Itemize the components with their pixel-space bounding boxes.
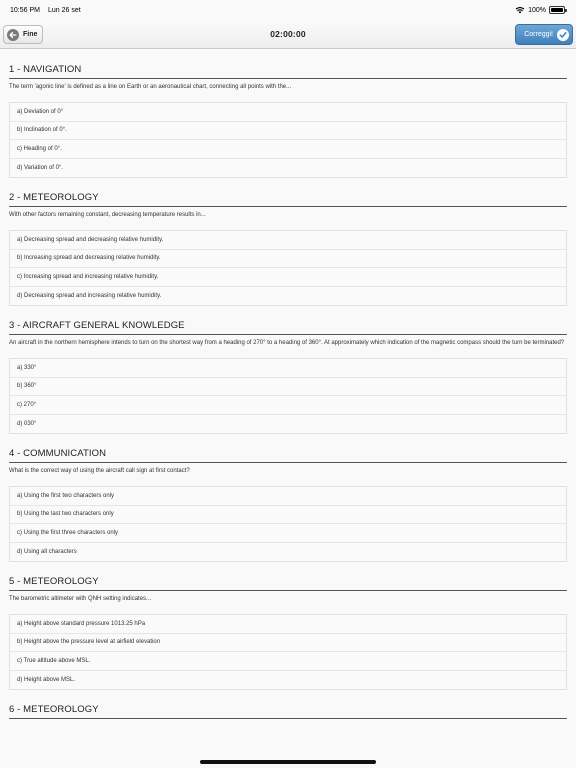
answer-option[interactable]: c) 270° (10, 396, 566, 415)
status-date: Lun 26 set (47, 6, 81, 14)
answer-option[interactable]: c) Using the first three characters only (10, 524, 566, 543)
battery-percent: 100% (528, 6, 546, 14)
question-text: The barometric altimeter with QNH setting indicates... (9, 596, 152, 602)
question-text: The term 'agonic line' is defined as a line on Earth or an aeronautical chart, connecting all points with the... (9, 84, 292, 90)
answer-option[interactable]: d) Height above MSL. (17, 676, 76, 683)
answer-option[interactable]: d) 030° (17, 420, 37, 427)
question-title: 1 - NAVIGATION (9, 64, 567, 79)
answer-list (9, 102, 567, 178)
home-indicator[interactable] (200, 760, 376, 764)
question-text: With other factors remaining constant, decreasing temperature results in... (9, 212, 206, 218)
answer-option[interactable]: b) 360° (10, 378, 566, 397)
answer-option[interactable]: d) Decreasing spread and increasing relative humidity. (17, 292, 162, 299)
answer-option[interactable]: b) Inclination of 0°. (10, 122, 566, 141)
status-time: 10:56 PM (10, 6, 40, 14)
answer-option[interactable]: c) True altitude above MSL. (10, 652, 566, 671)
question-title: 4 - COMMUNICATION (9, 448, 567, 463)
question-block (9, 64, 567, 178)
question-block (9, 576, 567, 690)
correggi-button[interactable] (515, 24, 573, 45)
answer-option[interactable]: b) Increasing spread and decreasing relative humidity. (10, 250, 566, 269)
question-title: 6 - METEOROLOGY (9, 704, 567, 719)
answer-option[interactable]: b) Height above the pressure level at airfield elevation (10, 634, 566, 653)
answer-option[interactable]: d) Variation of 0°. (17, 164, 63, 171)
wifi-icon (515, 6, 525, 14)
question-block (9, 320, 567, 434)
answer-option[interactable]: a) Decreasing spread and decreasing relative humidity. (10, 231, 566, 250)
question-block (9, 448, 567, 562)
answer-option[interactable]: d) Using all characters (17, 548, 77, 555)
fine-button-label: Fine (23, 31, 38, 38)
exam-timer: 02:00:00 (270, 29, 306, 39)
quiz-content (0, 50, 576, 768)
question-text: What is the correct way of using the aircraft call sign at first contact? (9, 468, 190, 474)
correggi-button-label: Correggi! (524, 31, 553, 38)
answer-list (9, 486, 567, 562)
answer-list (9, 614, 567, 690)
question-block (9, 704, 567, 719)
checkmark-icon (557, 29, 569, 41)
answer-option[interactable]: c) Increasing spread and increasing relative humidity. (10, 268, 566, 287)
status-right (515, 6, 565, 14)
answer-option[interactable]: a) 330° (10, 359, 566, 378)
answer-option[interactable]: b) Using the last two characters only (10, 506, 566, 525)
answer-list (9, 358, 567, 434)
top-navigation-bar (0, 20, 576, 49)
answer-option[interactable]: a) Deviation of 0° (10, 103, 566, 122)
question-text: An aircraft in the northern hemisphere intends to turn on the shortest way from a heading of 270° to a heading of 360°. At approximately which indication of the magnetic compass should the turn be terminated? (9, 340, 565, 346)
battery-icon (549, 6, 565, 14)
answer-option[interactable]: a) Height above standard pressure 1013.25 hPa (10, 615, 566, 634)
answer-option[interactable]: c) Heading of 0°. (10, 140, 566, 159)
status-bar (0, 0, 576, 20)
question-title: 3 - AIRCRAFT GENERAL KNOWLEDGE (9, 320, 567, 335)
answer-option[interactable]: a) Using the first two characters only (10, 487, 566, 506)
question-block (9, 192, 567, 306)
answer-list (9, 230, 567, 306)
status-left (10, 7, 81, 14)
question-title: 5 - METEOROLOGY (9, 576, 567, 591)
question-title: 2 - METEOROLOGY (9, 192, 567, 207)
